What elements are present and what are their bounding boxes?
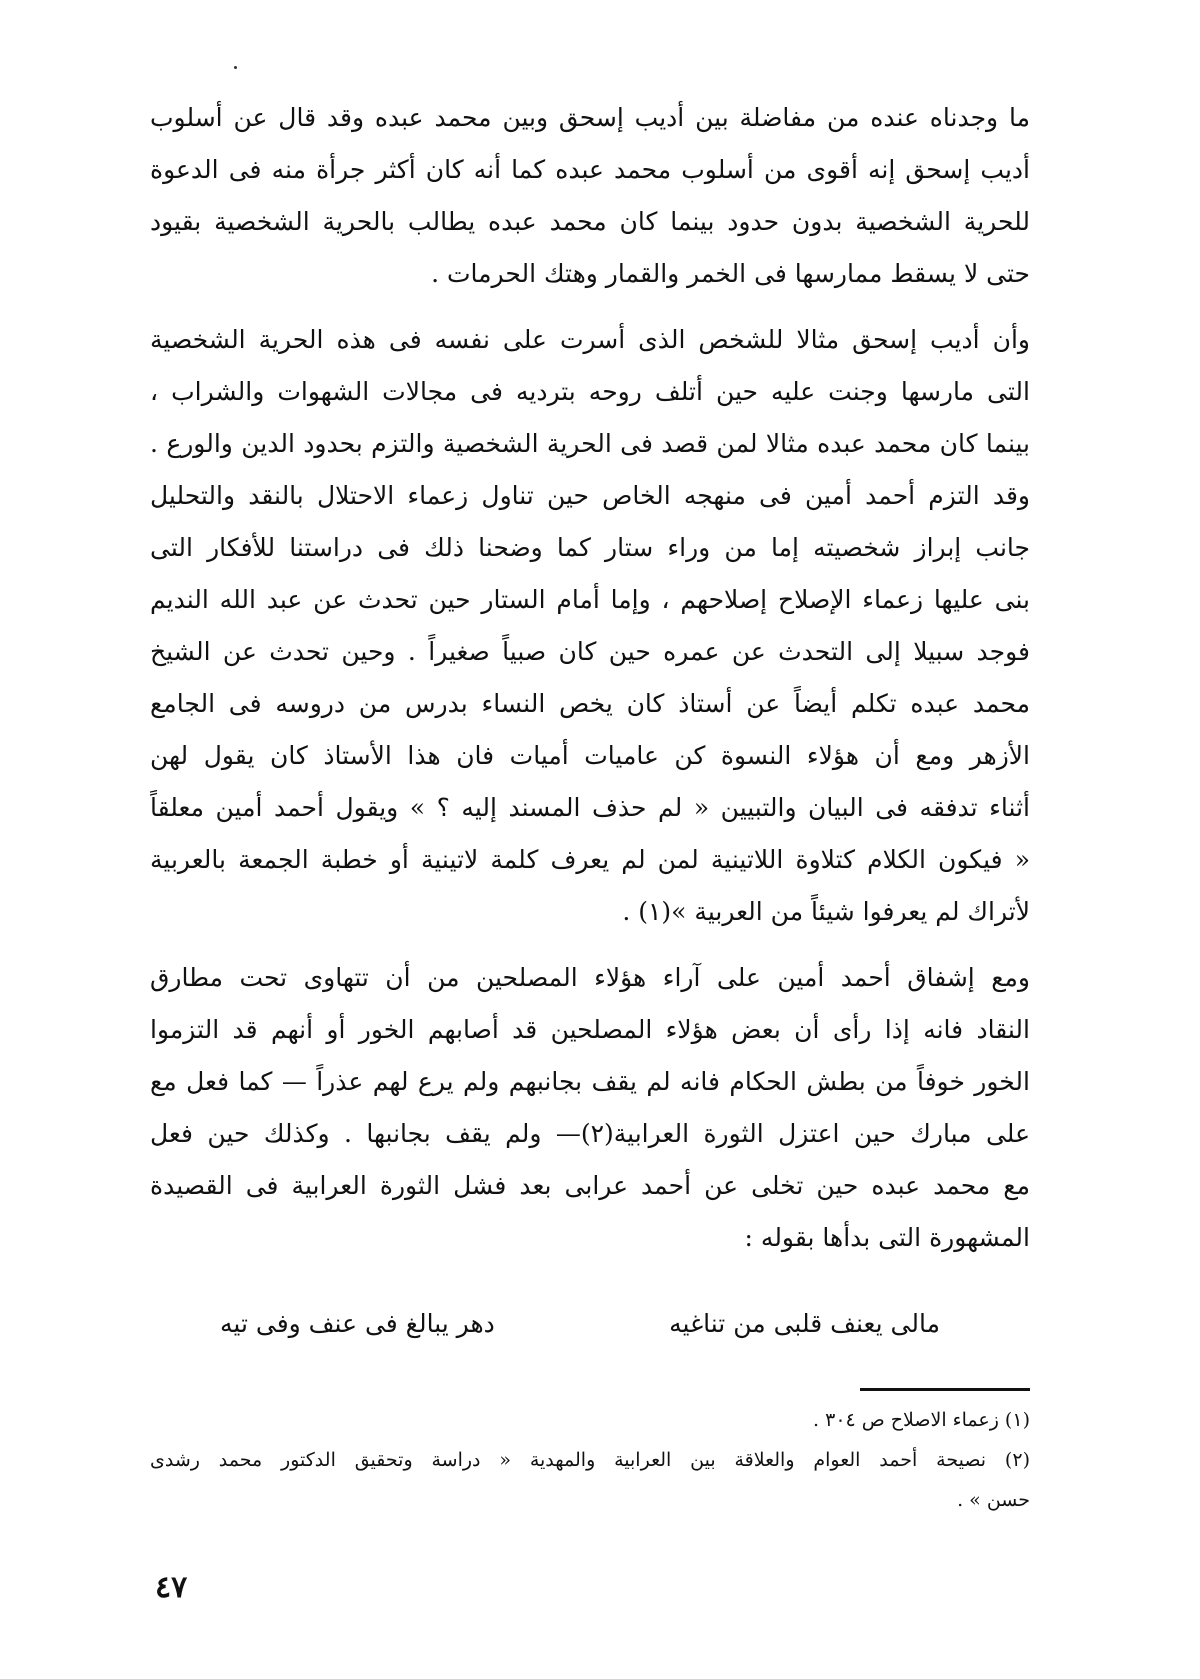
footnote: (١) زعماء الاصلاح ص ٣٠٤ . [813, 1409, 1030, 1431]
body-line: وأن أديب إسحق مثالا للشخص الذى أسرت على نفسه فى هذه الحرية الشخصية [150, 325, 1030, 354]
body-line: وقد التزم أحمد أمين فى منهجه الخاص حين تناول زعماء الاحتلال بالنقد والتحليل [150, 481, 1030, 510]
body-line: ومع إشفاق أحمد أمين على آراء هؤلاء المصلحين من أن تتهاوى تحت مطارق [150, 963, 1030, 992]
body-line: جانب إبراز شخصيته إما من وراء ستار كما وضحنا ذلك فى دراستنا للأفكار التى [150, 533, 1030, 562]
body-line: الأزهر ومع أن هؤلاء النسوة كن عاميات أميات فان هذا الأستاذ كان يقول لهن [150, 741, 1030, 770]
body-line: التى مارسها وجنت عليه حين أتلف روحه بترديه فى مجالات الشهوات والشراب ، [150, 377, 1030, 406]
body-line: أديب إسحق إنه أقوى من أسلوب محمد عبده كما أنه كان أكثر جرأة منه فى الدعوة [150, 155, 1030, 184]
body-line: حتى لا يسقط ممارسها فى الخمر والقمار وهتك الحرمات . [431, 259, 1030, 288]
verse-second-hemistich: دهر يبالغ فى عنف وفى تيه [220, 1309, 495, 1338]
body-line: على مبارك حين اعتزل الثورة العرابية(٢)— ولم يقف بجانبها . وكذلك حين فعل [150, 1119, 1030, 1148]
body-line: النقاد فانه إذا رأى أن بعض هؤلاء المصلحين قد أصابهم الخور أو أنهم قد التزموا [150, 1015, 1030, 1044]
body-line: لأتراك لم يعرفوا شيئاً من العربية »(١) . [622, 897, 1030, 926]
body-line: بنى عليها زعماء الإصلاح إصلاحهم ، وإما أمام الستار حين تحدث عن عبد الله النديم [150, 585, 1030, 614]
body-line: للحرية الشخصية بدون حدود بينما كان محمد عبده يطالب بالحرية الشخصية بقيود [150, 207, 1030, 236]
main-text [150, 92, 1030, 1264]
verse-first-hemistich: مالى يعنف قلبى من تناغيه [669, 1309, 940, 1338]
page-number: ٤٧ [155, 1570, 188, 1605]
body-line: الخور خوفاً من بطش الحكام فانه لم يقف بجانبهم ولم يرع لهم عذراً — كما فعل مع [150, 1067, 1030, 1096]
body-line: فوجد سبيلا إلى التحدث عن عمره حين كان صبياً صغيراً . وحين تحدث عن الشيخ [150, 637, 1030, 666]
body-line: بينما كان محمد عبده مثالا لمن قصد فى الحرية الشخصية والتزم بحدود الدين والورع . [150, 429, 1030, 458]
body-line: مع محمد عبده حين تخلى عن أحمد عرابى بعد فشل الثورة العرابية فى القصيدة [150, 1171, 1030, 1200]
body-line: « فيكون الكلام كتلاوة اللاتينية لمن لم يعرف كلمة لاتينية أو خطبة الجمعة بالعربية [150, 845, 1030, 874]
body-line: المشهورة التى بدأها بقوله : [744, 1223, 1030, 1252]
footnotes [150, 1400, 1030, 1520]
body-line: ما وجدناه عنده من مفاضلة بين أديب إسحق وبين محمد عبده وقد قال عن أسلوب [150, 103, 1030, 132]
body-line: أثناء تدفقه فى البيان والتبيين « لم حذف المسند إليه ؟ » ويقول أحمد أمين معلقاً [150, 793, 1030, 822]
body-line: محمد عبده تكلم أيضاً عن أستاذ كان يخص النساء بدرس من دروسه فى الجامع [150, 689, 1030, 718]
ink-speck [234, 66, 237, 69]
footnote: (٢) نصيحة أحمد العوام والعلاقة بين العرابية والمهدية « دراسة وتحقيق الدكتور محمد رشدى [150, 1449, 1030, 1471]
poem-verse [220, 1298, 940, 1350]
footnote-continuation: حسن » . [957, 1489, 1030, 1511]
footnote-separator [860, 1388, 1030, 1391]
